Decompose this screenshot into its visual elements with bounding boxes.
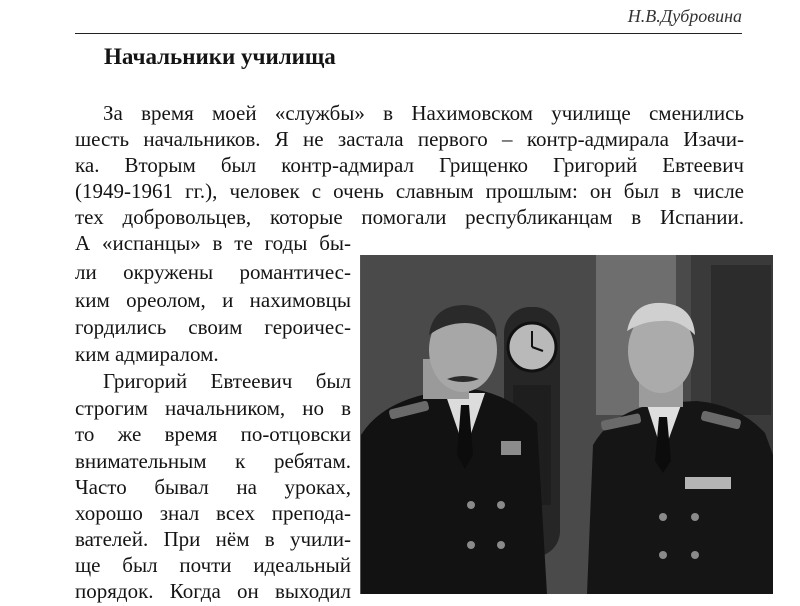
text-line: (1949-1961 гг.), человек с очень славным прошлым: он был в числе — [75, 179, 744, 203]
section-title: Начальники училища — [104, 44, 336, 69]
running-header-author: Н.В.Дубровина — [627, 6, 742, 26]
text-line: За время моей «службы» в Нахимовском училище сменились — [103, 101, 744, 125]
text-line: внимательным к ребятам. — [75, 449, 351, 473]
text-line: ще был почти идеальный — [75, 553, 351, 577]
text-line: Часто бывал на уроках, — [75, 475, 351, 499]
text-line: ка. Вторым был контр-адмирал Грищенко Григорий Евтеевич — [75, 153, 744, 177]
text-line: гордились своим героичес- — [75, 315, 351, 339]
text-line: ким ореолом, и нахимовцы — [75, 288, 351, 312]
text-line: шесть начальников. Я не застала первого – контр-адмирала Изачи- — [75, 127, 744, 151]
text-line: строгим начальником, но в — [75, 396, 351, 420]
text-line: А «испанцы» в те годы бы- — [75, 231, 351, 255]
text-line: ким адмиралом. — [75, 342, 219, 366]
text-line: порядок. Когда он выходил — [75, 579, 351, 603]
photo-two-admirals — [360, 255, 773, 594]
text-line: вателей. При нём в учили- — [75, 527, 351, 551]
header-rule — [75, 33, 742, 34]
photo-illustration — [361, 255, 773, 594]
text-line: ли окружены романтичес- — [75, 260, 351, 284]
text-line: то же время по-отцовски — [75, 422, 351, 446]
text-line: хорошо знал всех препода- — [75, 501, 351, 525]
text-line: тех добровольцев, которые помогали республиканцам в Испании. — [75, 205, 744, 229]
text-line: Григорий Евтеевич был — [103, 369, 351, 393]
